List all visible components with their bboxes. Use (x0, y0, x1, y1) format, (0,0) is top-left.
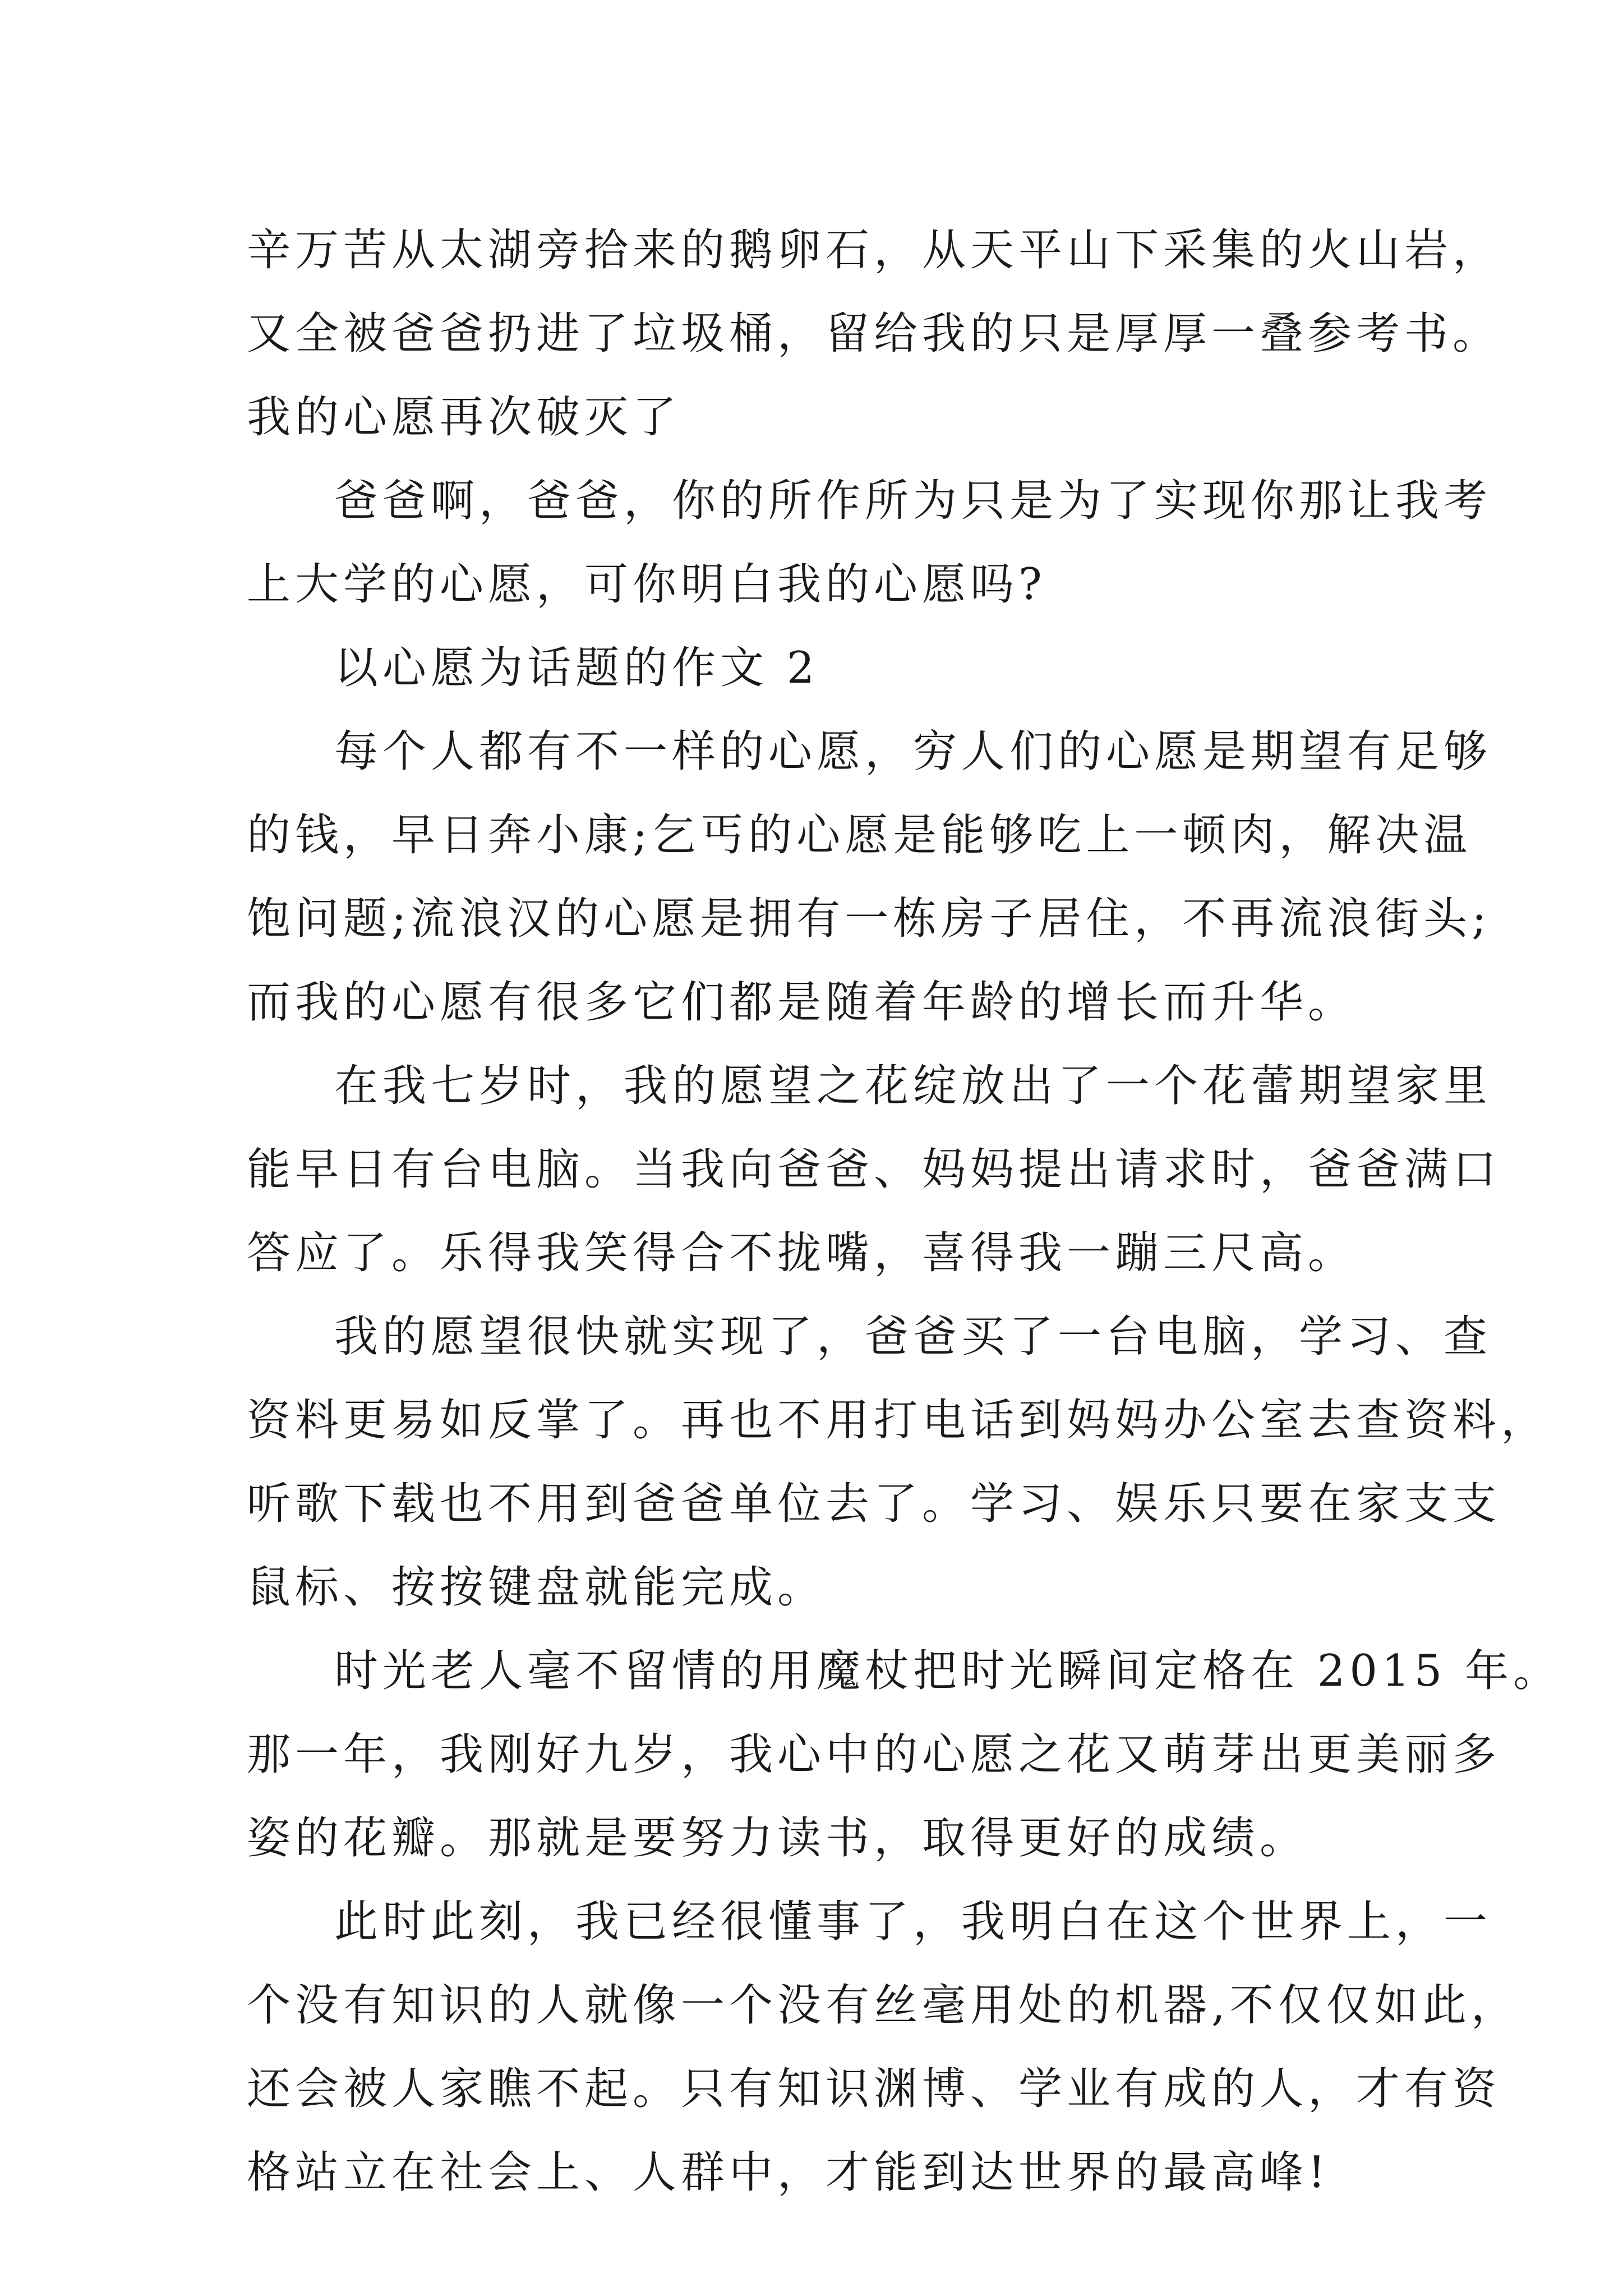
text-line: 答应了。乐得我笑得合不拢嘴，喜得我一蹦三尺高。 (247, 1228, 1357, 1278)
text-line: 那一年，我刚好九岁，我心中的心愿之花又萌芽出更美丽多 (247, 1729, 1501, 1780)
document-body (247, 209, 1562, 2215)
paragraph (247, 459, 1492, 627)
text-line: 鼠标、按按键盘就能完成。 (247, 1562, 826, 1613)
text-line: 听歌下载也不用到爸爸单位去了。学习、娱乐只要在家支支 (247, 1479, 1501, 1529)
essay-title: 以心愿为话题的作文 2 (334, 643, 819, 693)
text-line: 每个人都有不一样的心愿，穷人们的心愿是期望有足够 (334, 726, 1492, 777)
text-line: 在我七岁时，我的愿望之花绽放出了一个花蕾期望家里 (334, 1061, 1492, 1111)
paragraph (247, 1295, 1550, 1630)
paragraph (247, 209, 1501, 459)
paragraph (247, 1880, 1519, 2215)
text-line: 姿的花瓣。那就是要努力读书，取得更好的成绩。 (247, 1813, 1308, 1864)
essay-heading (247, 627, 1402, 710)
text-line: 辛万苦从太湖旁拾来的鹅卵石，从天平山下采集的火山岩， (247, 225, 1501, 275)
text-line: 个没有知识的人就像一个没有丝毫用处的机器,不仅仅如此， (247, 1980, 1519, 2031)
text-line: 格站立在社会上、人群中，才能到达世界的最高峰! (247, 2147, 1330, 2198)
text-line: 资料更易如反掌了。再也不用打电话到妈妈办公室去查资料， (247, 1395, 1550, 1446)
text-line: 我的心愿再次破灭了 (247, 392, 681, 443)
paragraph (247, 710, 1492, 1045)
text-line: 上大学的心愿，可你明白我的心愿吗? (247, 559, 1046, 610)
text-line: 我的愿望很快就实现了，爸爸买了一台电脑，学习、查 (334, 1312, 1492, 1362)
text-line: 又全被爸爸扔进了垃圾桶，留给我的只是厚厚一叠参考书。 (247, 309, 1501, 359)
paragraph (247, 1045, 1501, 1295)
text-line: 而我的心愿有很多它们都是随着年龄的增长而升华。 (247, 977, 1357, 1028)
text-line: 的钱，早日奔小康;乞丐的心愿是能够吃上一顿肉，解决温 (247, 810, 1472, 861)
text-line: 时光老人毫不留情的用魔杖把时光瞬间定格在 2015 年。 (334, 1646, 1562, 1696)
text-line: 还会被人家瞧不起。只有知识渊博、学业有成的人，才有资 (247, 2064, 1501, 2114)
text-line: 爸爸啊，爸爸，你的所作所为只是为了实现你那让我考 (334, 476, 1492, 526)
text-line: 此时此刻，我已经很懂事了，我明白在这个世界上，一 (334, 1897, 1492, 1947)
text-line: 能早日有台电脑。当我向爸爸、妈妈提出请求时，爸爸满口 (247, 1144, 1501, 1195)
text-line: 饱问题;流浪汉的心愿是拥有一栋房子居住，不再流浪街头; (247, 894, 1491, 944)
paragraph (247, 1630, 1562, 1880)
